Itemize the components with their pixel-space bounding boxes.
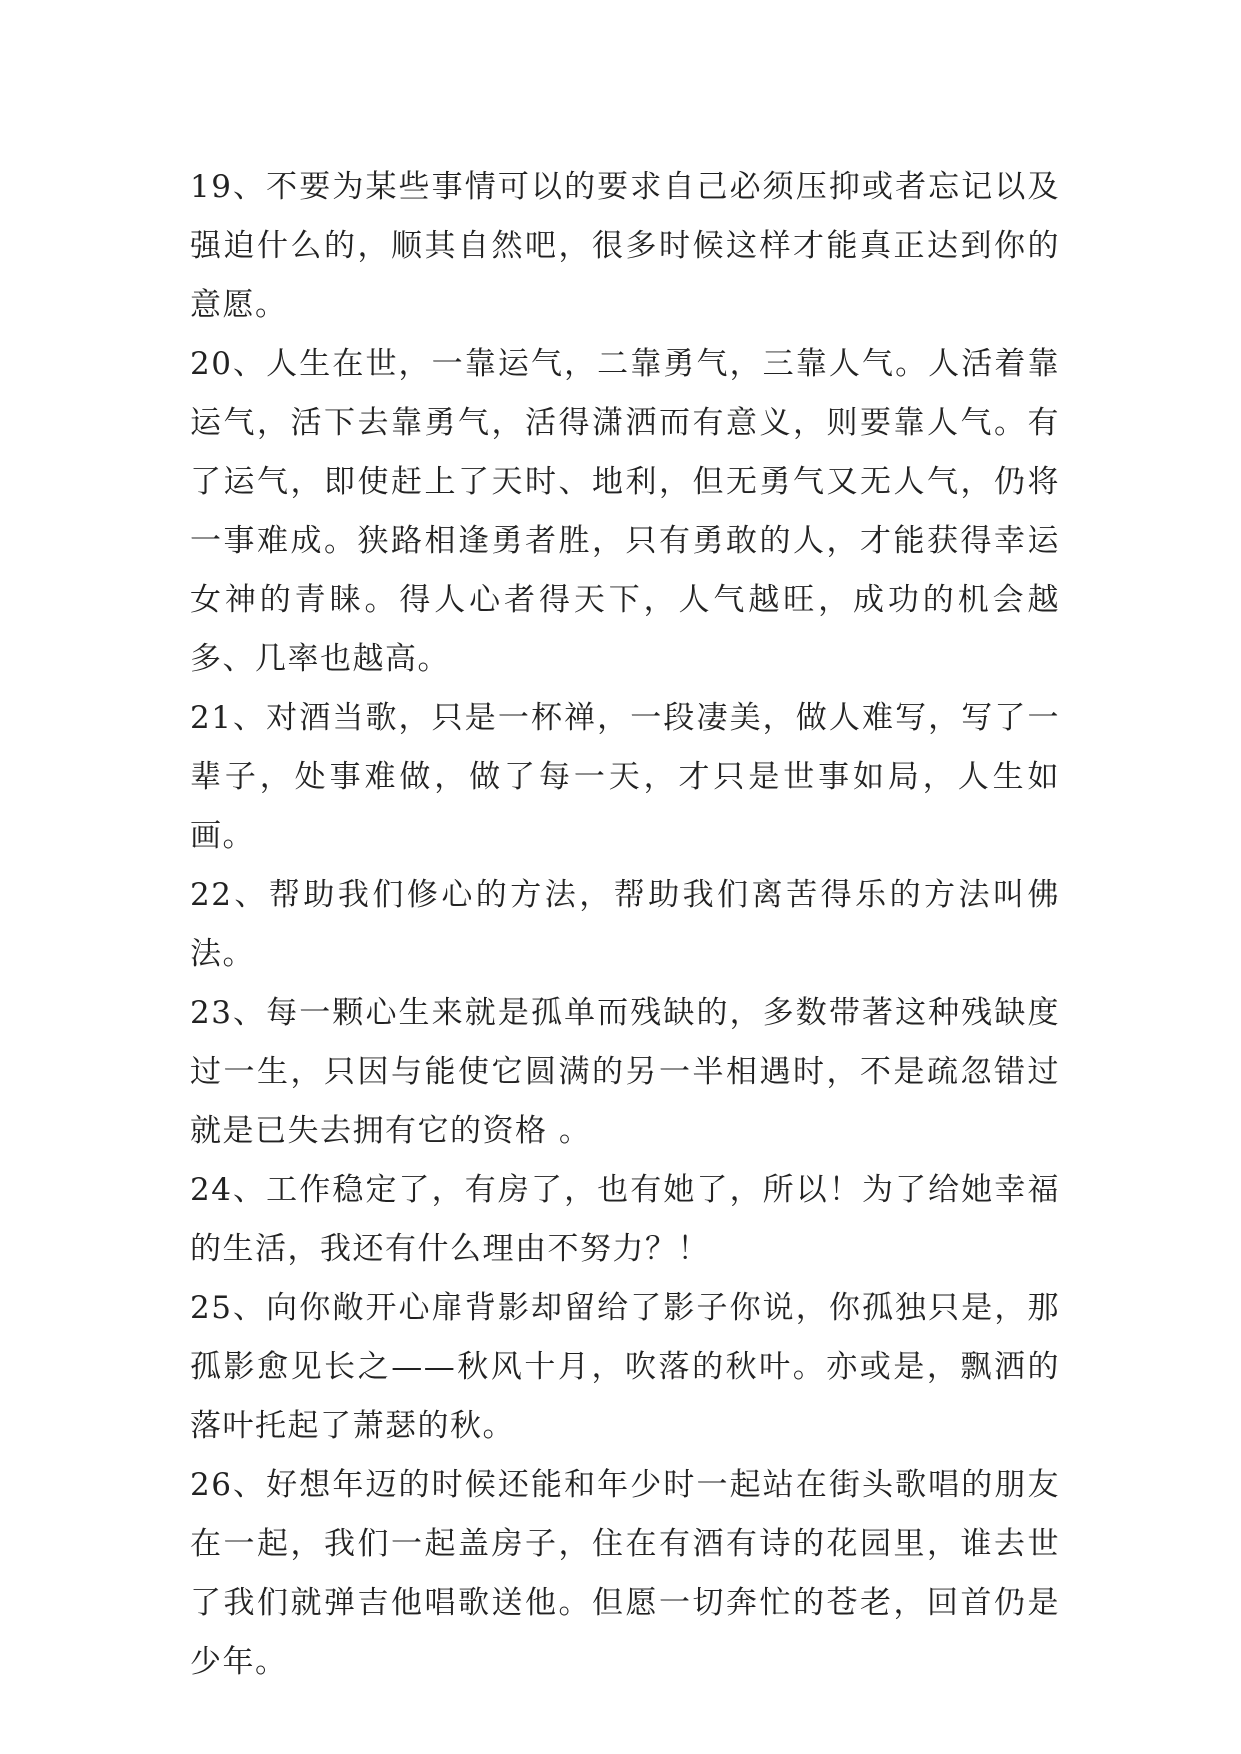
quote-paragraph-26: 26、好想年迈的时候还能和年少时一起站在街头歌唱的朋友在一起，我们一起盖房子，住在有酒有诗的花园里，谁去世了我们就弹吉他唱歌送他。但愿一切奔忙的苍老，回首仍是少年。 — [190, 1467, 1060, 1680]
document-page — [190, 158, 1060, 1692]
quote-paragraph-23: 23、每一颗心生来就是孤单而残缺的，多数带著这种残缺度过一生，只因与能使它圆满的另一半相遇时，不是疏忽错过就是已失去拥有它的资格 。 — [190, 995, 1060, 1149]
quote-paragraph-25: 25、向你敞开心扉背影却留给了影子你说，你孤独只是，那孤影愈见长之——秋风十月，吹落的秋叶。亦或是，飘洒的落叶托起了萧瑟的秋。 — [190, 1290, 1060, 1444]
quote-paragraph-24: 24、工作稳定了，有房了，也有她了，所以！为了给她幸福的生活，我还有什么理由不努力？！ — [190, 1172, 1060, 1267]
quote-paragraph-19: 19、不要为某些事情可以的要求自己必须压抑或者忘记以及强迫什么的，顺其自然吧，很多时候这样才能真正达到你的意愿。 — [190, 169, 1060, 323]
quote-paragraph-20: 20、人生在世，一靠运气，二靠勇气，三靠人气。人活着靠运气，活下去靠勇气，活得潇洒而有意义，则要靠人气。有了运气，即使赶上了天时、地利，但无勇气又无人气，仍将一事难成。狭路相逢勇者胜，只有勇敢的人，才能获得幸运女神的青睐。得人心者得天下，人气越旺，成功的机会越多、几率也越高。 — [190, 346, 1060, 677]
quote-paragraph-22: 22、帮助我们修心的方法，帮助我们离苦得乐的方法叫佛法。 — [190, 877, 1060, 972]
quote-paragraph-21: 21、对酒当歌，只是一杯禅，一段凄美，做人难写，写了一辈子，处事难做，做了每一天，才只是世事如局，人生如画。 — [190, 700, 1060, 854]
